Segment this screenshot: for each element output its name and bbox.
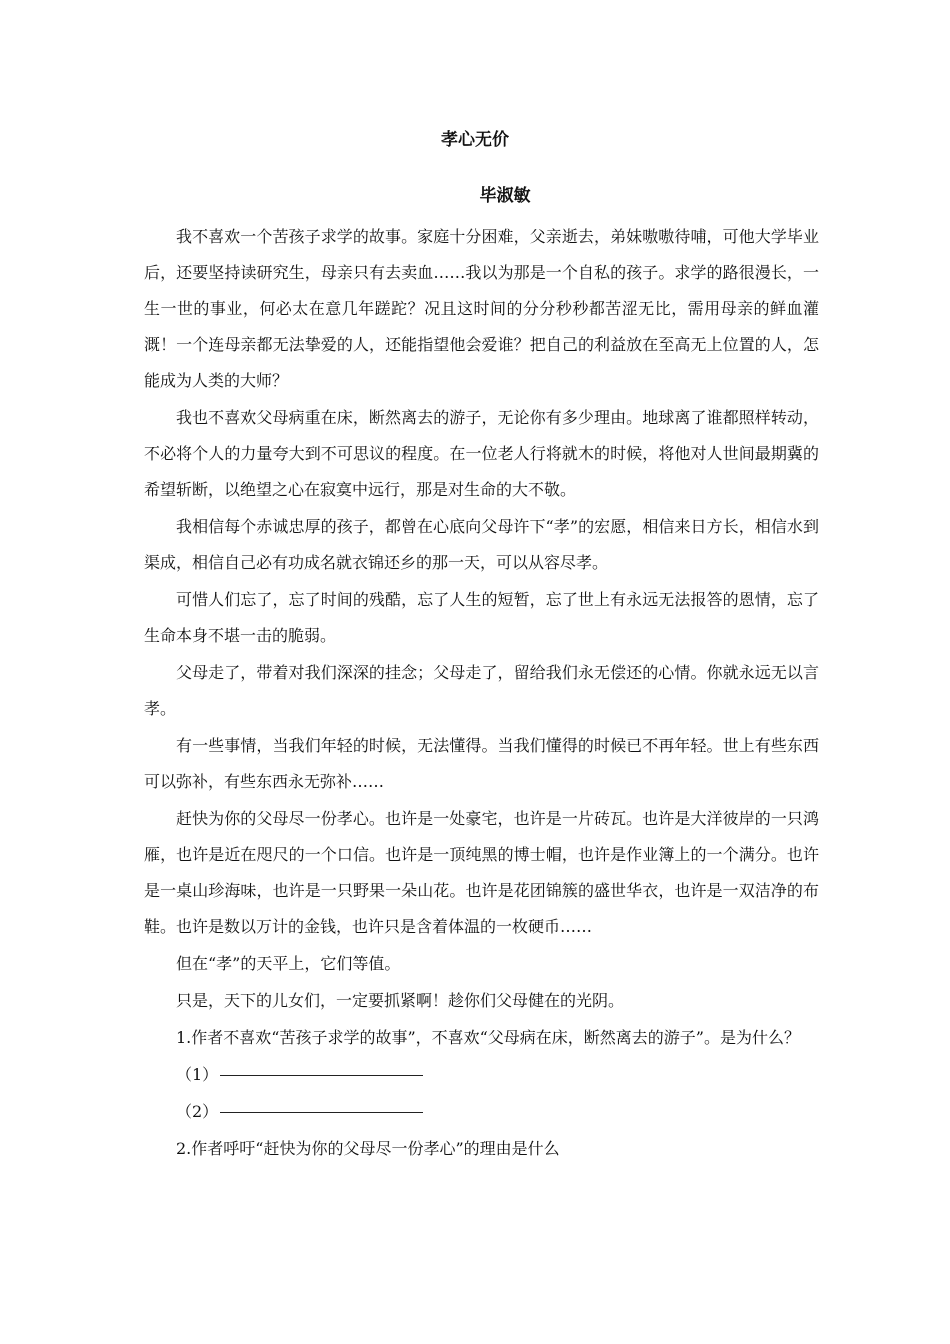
document-author: 毕淑敏 bbox=[479, 186, 531, 206]
paragraph: 我相信每个赤诚忠厚的孩子，都曾在心底向父母许下“孝”的宏愿，相信来日方长，相信水到渠成，相信自己必有功成名就衣锦还乡的那一天，可以从容尽孝。 bbox=[144, 517, 819, 572]
paragraph: 有一些事情，当我们年轻的时候，无法懂得。当我们懂得的时候已不再年轻。世上有些东西可以弥补，有些东西永无弥补…… bbox=[144, 736, 819, 791]
article-body bbox=[144, 219, 819, 1168]
blank-label: （2） bbox=[176, 1102, 219, 1121]
question-1-blank-2 bbox=[144, 1094, 819, 1130]
document-title: 孝心无价 bbox=[441, 130, 509, 150]
question-1-blank-1 bbox=[144, 1057, 819, 1093]
paragraph: 只是，天下的儿女们，一定要抓紧啊！趁你们父母健在的光阴。 bbox=[176, 991, 625, 1010]
paragraph: 我不喜欢一个苦孩子求学的故事。家庭十分困难，父亲逝去，弟妹嗷嗷待哺，可他大学毕业后，还要坚持读研究生，母亲只有去卖血……我以为那是一个自私的孩子。求学的路很漫长，一生一世的事业，何必太在意几年蹉跎？况且这时间的分分秒秒都苦涩无比，需用母亲的鲜血灌溉！一个连母亲都无法挚爱的人，还能指望他会爱谁？把自己的利益放在至高无上位置的人，怎能成为人类的大师？ bbox=[144, 227, 819, 390]
paragraph: 可惜人们忘了，忘了时间的残酷，忘了人生的短暂，忘了世上有永远无法报答的恩情，忘了生命本身不堪一击的脆弱。 bbox=[144, 590, 819, 645]
paragraph: 但在“孝”的天平上，它们等值。 bbox=[176, 954, 401, 973]
question-1: 1.作者不喜欢“苦孩子求学的故事”，不喜欢“父母病在床，断然离去的游子”。是为什么？ bbox=[176, 1028, 800, 1047]
answer-line bbox=[220, 1075, 423, 1076]
question-2: 2.作者呼吁“赶快为你的父母尽一份孝心”的理由是什么 bbox=[176, 1139, 560, 1158]
paragraph: 赶快为你的父母尽一份孝心。也许是一处豪宅，也许是一片砖瓦。也许是大洋彼岸的一只鸿雁，也许是近在咫尺的一个口信。也许是一顶纯黑的博士帽，也许是作业簿上的一个满分。也许是一桌山珍海味，也许是一只野果一朵山花。也许是花团锦簇的盛世华衣，也许是一双洁净的布鞋。也许是数以万计的金钱，也许只是含着体温的一枚硬币…… bbox=[144, 809, 819, 936]
paragraph: 我也不喜欢父母病重在床，断然离去的游子，无论你有多少理由。地球离了谁都照样转动，不必将个人的力量夸大到不可思议的程度。在一位老人行将就木的时候，将他对人世间最期冀的希望斩断，以绝望之心在寂寞中远行，那是对生命的大不敬。 bbox=[144, 408, 819, 499]
blank-label: （1） bbox=[176, 1065, 219, 1084]
paragraph: 父母走了，带着对我们深深的挂念；父母走了，留给我们永无偿还的心情。你就永远无以言孝。 bbox=[144, 663, 819, 718]
answer-line bbox=[220, 1112, 423, 1113]
